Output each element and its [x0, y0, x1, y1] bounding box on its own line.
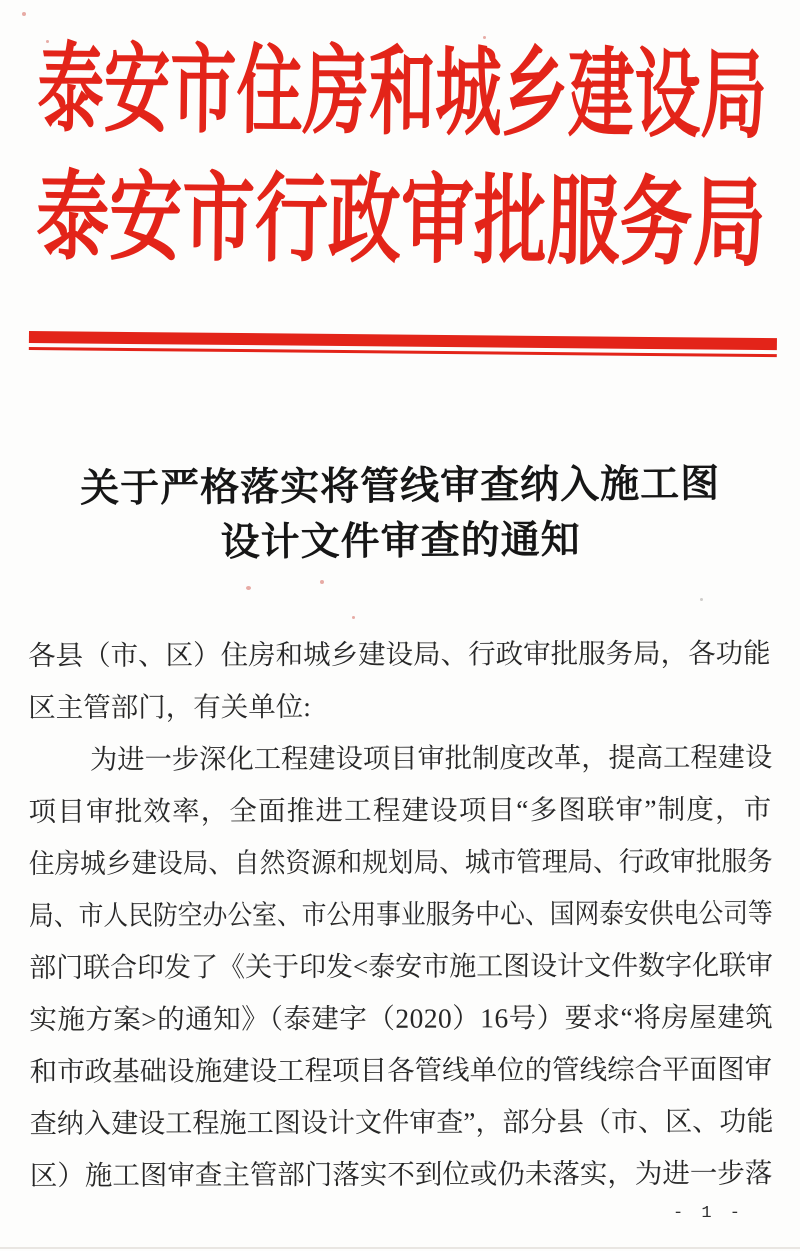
body-line-text: 和市政基础设施建设工程项目各管线单位的管线综合平面图审	[29, 1053, 773, 1087]
body-line-text: 实施方案>的通知》（泰建字（2020）16号）要求“将房屋建筑	[29, 1001, 774, 1035]
scan-speck	[352, 616, 355, 619]
letterhead-line-2-text: 泰安市行政审批服务局	[35, 163, 767, 278]
body-line	[29, 1095, 774, 1150]
body-line	[28, 888, 773, 942]
body-line-text: 为进一步深化工程建设项目审批制度改革，提高工程建设	[89, 741, 773, 775]
body-line	[29, 783, 773, 838]
body-line	[28, 836, 773, 890]
scan-speck	[22, 12, 26, 16]
body-line	[30, 1147, 774, 1202]
document-body	[28, 627, 774, 1202]
body-line	[28, 679, 772, 734]
document-title	[0, 456, 800, 572]
body-line-text: 部门联合印发了《关于印发<泰安市施工图设计文件数字化联审	[29, 949, 774, 983]
body-line-text: 区）施工图审查主管部门落实不到位或仍未落实，为进一步落	[29, 1157, 773, 1191]
scan-edge	[0, 1247, 800, 1249]
scan-speck	[700, 598, 703, 601]
page-number: - 1 -	[672, 1204, 744, 1223]
red-divider	[29, 331, 777, 357]
letterhead-line-1-text: 泰安市住房和城乡建设局	[36, 36, 768, 150]
body-line-text: 项目审批效率，全面推进工程建设项目“多图联审”制度，市	[28, 793, 773, 827]
body-line	[28, 731, 773, 786]
scan-speck	[246, 586, 251, 590]
body-line	[28, 627, 772, 682]
body-line-text: 各县（市、区）住房和城乡建设局、行政审批服务局，各功能	[28, 637, 771, 671]
letterhead-line-1	[36, 36, 768, 150]
title-line-2: 设计文件审查的通知	[220, 518, 581, 565]
body-line	[29, 991, 773, 1046]
body-line	[29, 1043, 773, 1098]
scan-speck	[483, 36, 486, 39]
body-line-text: 查纳入建设工程施工图设计文件审查”，部分县（市、区、功能	[29, 1105, 774, 1139]
body-line-text: 局、市人民防空办公室、市公用事业服务中心、国网泰安供电公司等	[28, 897, 773, 931]
title-line-1: 关于严格落实将管线审查纳入施工图	[80, 462, 721, 511]
body-line-text: 住房城乡建设局、自然资源和规划局、城市管理局、行政审批服务	[28, 845, 773, 879]
body-line-text: 区主管部门，有关单位:	[28, 691, 311, 723]
body-line	[29, 939, 774, 994]
scan-speck	[320, 580, 324, 584]
letterhead-line-2	[35, 163, 767, 278]
letterhead	[36, 38, 768, 277]
